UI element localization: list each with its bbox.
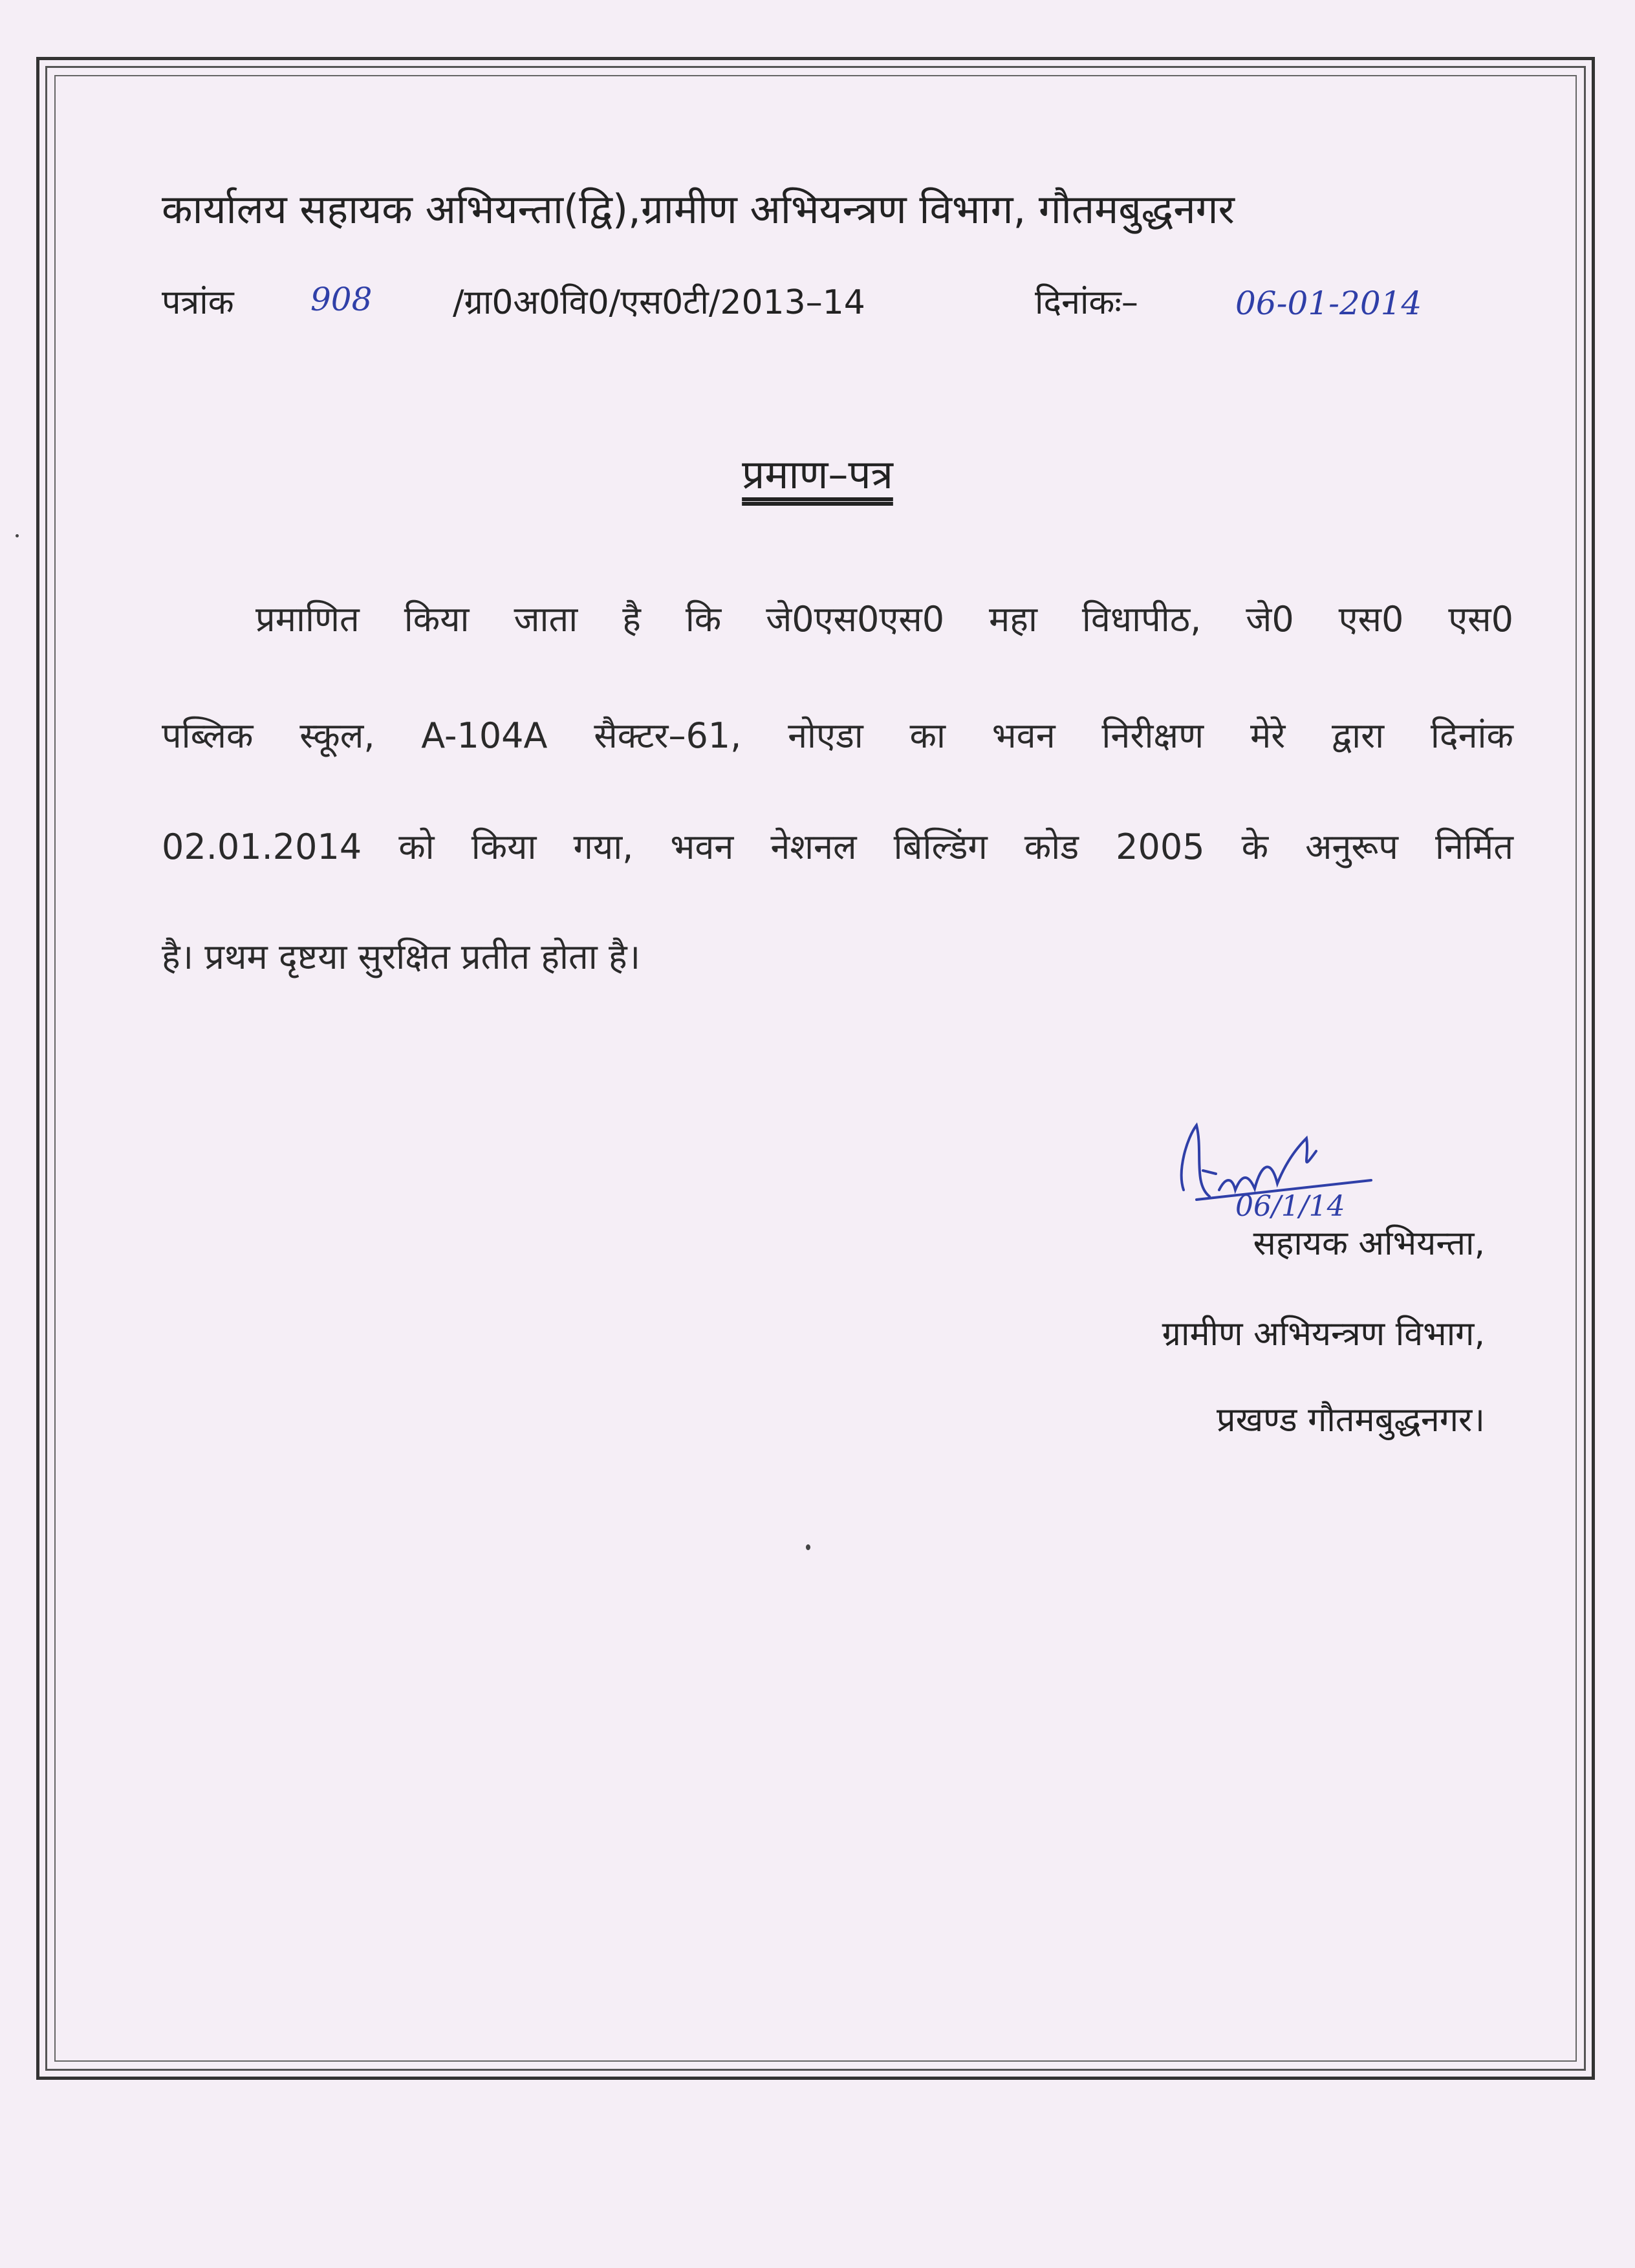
body-line-2: पब्लिक स्कूल, A-104A सैक्टर–61, नोएडा का भवन निरीक्षण मेरे द्वारा दिनांक: [162, 715, 1513, 756]
page-border-inner: [54, 75, 1577, 2062]
body-line-3: 02.01.2014 को किया गया, भवन नेशनल बिल्डिंग कोड 2005 के अनुरूप निर्मित: [162, 826, 1513, 867]
signatory-designation: सहायक अभियन्ता,: [1253, 1224, 1485, 1263]
reference-line: [162, 278, 1507, 330]
signatory-division: प्रखण्ड गौतमबुद्धनगर।: [1216, 1401, 1485, 1440]
paper-speck: [16, 534, 19, 537]
office-title: कार्यालय सहायक अभियन्ता(द्वि),ग्रामीण अभियन्त्रण विभाग, गौतमबुद्धनगर: [162, 186, 1235, 233]
signatory-department: ग्रामीण अभियन्त्रण विभाग,: [1162, 1315, 1485, 1354]
certificate-heading-text: प्रमाण–पत्र: [742, 451, 893, 498]
certificate-heading: [0, 446, 1635, 501]
date-label: दिनांकः–: [1035, 283, 1138, 322]
body-line-4: है। प्रथम दृष्टया सुरक्षित प्रतीत होता है।: [162, 936, 641, 977]
ref-suffix: /ग्रा0अ0वि0/एस0टी/2013–14: [453, 283, 865, 322]
issue-date: 06-01-2014: [1235, 285, 1422, 322]
signature-date: 06/1/14: [1235, 1190, 1345, 1222]
ref-label: पत्रांक: [162, 283, 234, 322]
body-line-1: प्रमाणित किया जाता है कि जे0एस0एस0 महा विधापीठ, जे0 एस0 एस0: [255, 599, 1513, 640]
handwritten-signature: [1158, 1112, 1391, 1222]
ref-number: 908: [310, 281, 373, 318]
paper-speck: [806, 1544, 810, 1550]
